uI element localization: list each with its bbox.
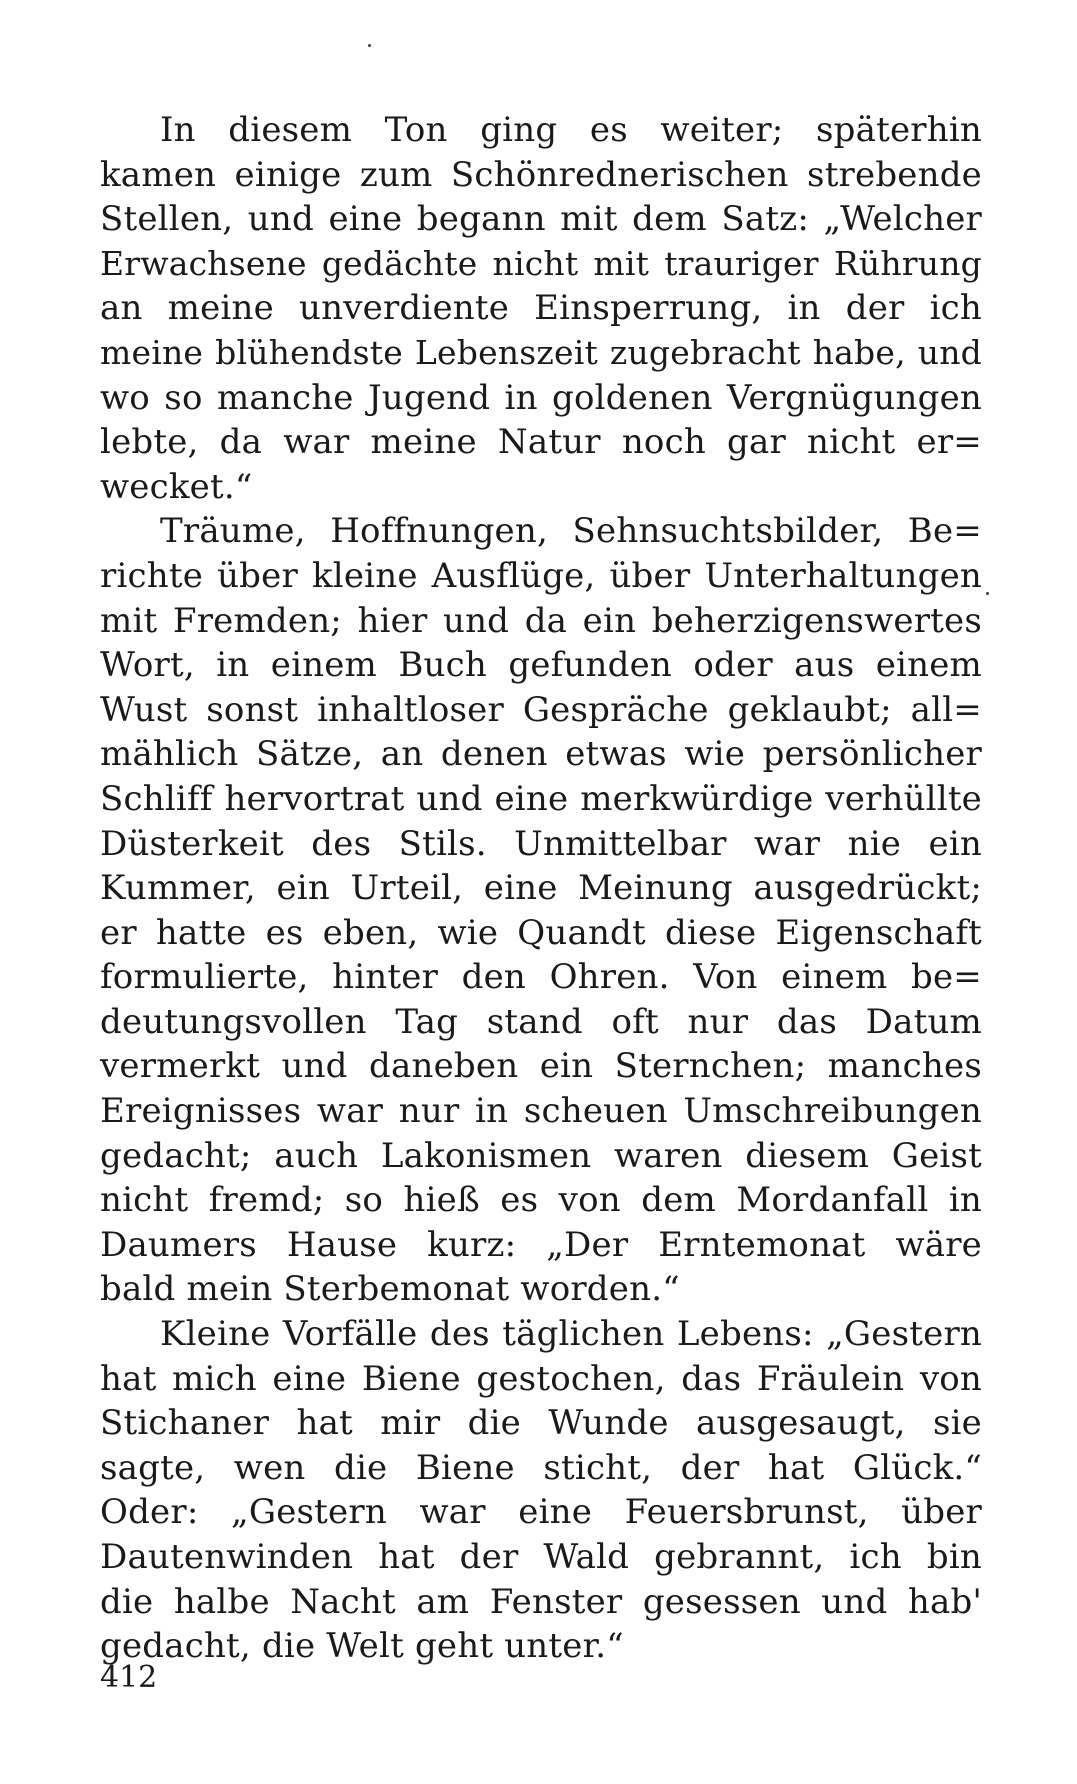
text-line: sagte, wen die Biene sticht, der hat Glück.“ [100,1447,982,1488]
paragraph-1 [100,108,982,509]
text-block [100,108,982,1669]
text-line: wecket.“ [100,466,253,507]
text-line: Stichaner hat mir die Wunde ausgesaugt, sie [100,1403,982,1444]
text-line: In diesem Ton ging es weiter; späterhin [160,110,982,150]
text-line: nicht fremd; so hieß es von dem Mordanfall in [100,1180,982,1221]
text-line: Wort, in einem Buch gefunden oder aus einem [100,645,982,686]
text-line: kamen einige zum Schönrednerischen strebende [100,154,982,195]
text-line: deutungsvollen Tag stand oft nur das Datum [100,1001,982,1042]
text-line: an meine unverdiente Einsperrung, in der ich [100,288,982,329]
text-line: Ereignisses war nur in scheuen Umschreibungen [100,1091,982,1132]
print-speck [368,44,371,47]
paragraph-3 [100,1312,982,1669]
text-line: hat mich eine Biene gestochen, das Fräulein von [100,1358,982,1399]
text-line: vermerkt und daneben ein Sternchen; manches [100,1046,982,1087]
text-line: mählich Sätze, an denen etwas wie persönlicher [100,734,982,775]
text-line: Düsterkeit des Stils. Unmittelbar war nie ein [100,823,982,864]
text-line: Dautenwinden hat der Wald gebrannt, ich bin [100,1537,982,1577]
text-line: Wust sonst inhaltloser Gespräche geklaubt; all= [100,689,982,730]
text-line: gedacht; auch Lakonismen waren diesem Geist [100,1135,982,1176]
paragraph-2 [100,509,982,1312]
text-line: mit Fremden; hier und da ein beherzigenswertes [100,600,982,641]
text-line: Kummer, ein Urteil, eine Meinung ausgedrückt; [100,868,982,909]
text-line: Oder: „Gestern war eine Feuersbrunst, über [100,1492,982,1533]
text-line: wo so manche Jugend in goldenen Vergnügungen [100,377,982,418]
print-speck [986,592,989,595]
text-line: lebte, da war meine Natur noch gar nicht er= [100,422,982,463]
text-line: Träume, Hoffnungen, Sehnsuchtsbilder, Be= [160,511,982,552]
text-line: Kleine Vorfälle des täglichen Lebens: „Gestern [160,1314,982,1355]
text-line: formulierte, hinter den Ohren. Von einem be= [100,957,982,998]
text-line: bald mein Sterbemonat worden.“ [100,1269,680,1310]
text-line: gedacht, die Welt geht unter.“ [100,1626,624,1667]
text-line: Daumers Hause kurz: „Der Erntemonat wäre [100,1224,982,1265]
text-line: er hatte es eben, wie Quandt diese Eigenschaft [100,912,982,953]
text-line: meine blühendste Lebenszeit zugebracht habe, und [100,332,982,372]
text-line: Erwachsene gedächte nicht mit trauriger Rührung [100,243,982,283]
text-line: die halbe Nacht am Fenster gesessen und hab' [100,1581,982,1622]
text-line: Stellen, und eine begann mit dem Satz: „Welcher [100,199,982,240]
text-line: richte über kleine Ausflüge, über Unterhaltungen [100,555,982,596]
text-line: Schliff hervortrat und eine merkwürdige verhüllte [100,778,982,819]
page-number: 412 [100,1660,158,1695]
